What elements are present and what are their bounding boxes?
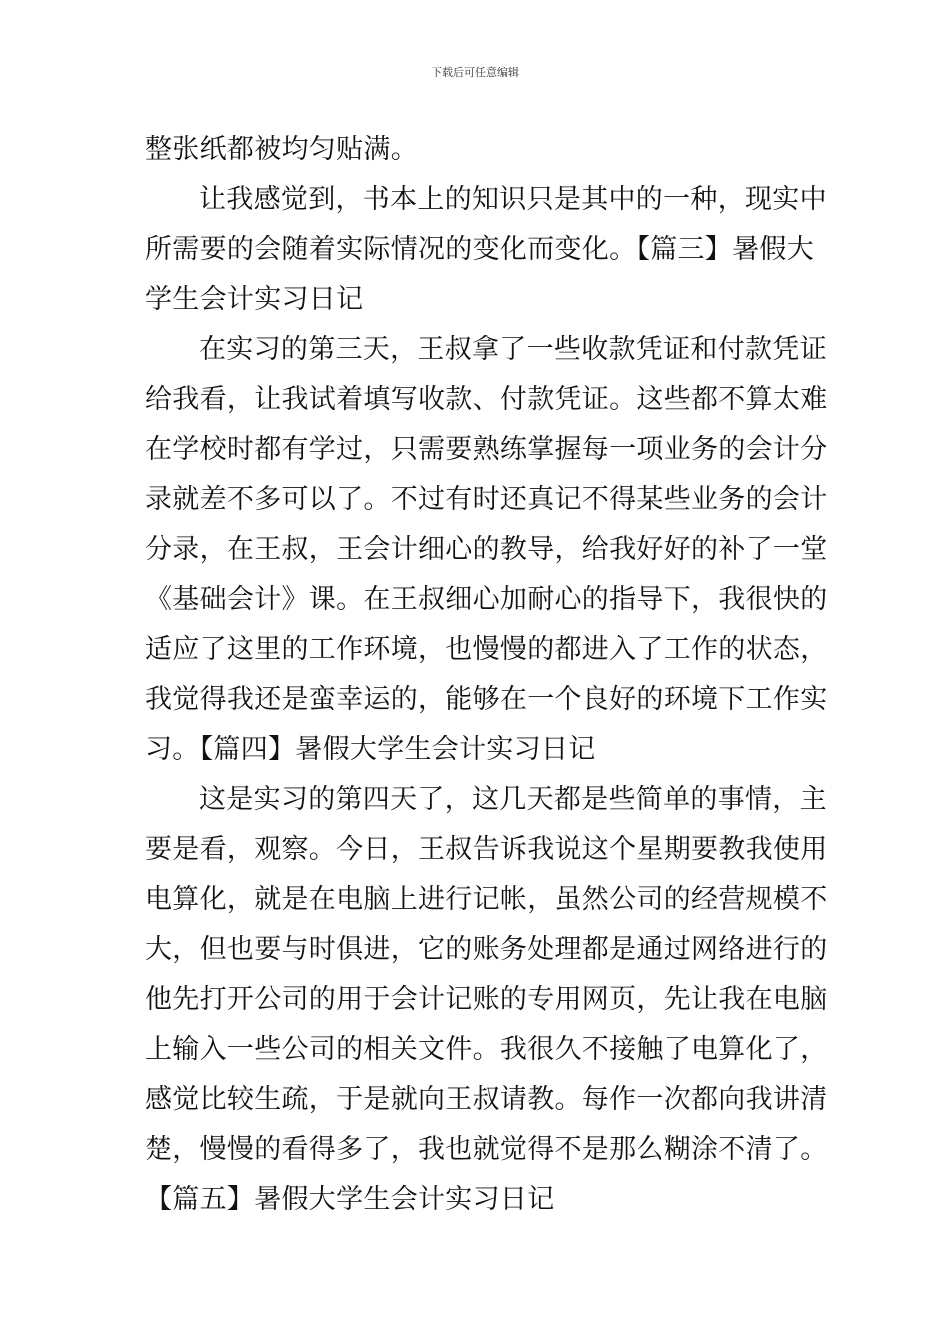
- text-line: 《基础会计》课。在王叔细心加耐心的指导下，我很快的: [145, 584, 828, 615]
- text-line: 我觉得我还是蛮幸运的，能够在一个良好的环境下工作实: [145, 684, 828, 715]
- text-line: 【篇五】暑假大学生会计实习日记: [145, 1184, 555, 1215]
- text-line: 适应了这里的工作环境，也慢慢的都进入了工作的状态，: [145, 634, 828, 665]
- text-line: 大，但也要与时俱进，它的账务处理都是通过网络进行的: [145, 934, 828, 965]
- text-line: 上输入一些公司的相关文件。我很久不接触了电算化了，: [145, 1034, 828, 1065]
- text-line: 感觉比较生疏，于是就向王叔请教。每作一次都向我讲清: [145, 1084, 828, 1115]
- text-line: 给我看，让我试着填写收款、付款凭证。这些都不算太难: [145, 384, 828, 415]
- text-line: 分录，在王叔，王会计细心的教导，给我好好的补了一堂: [145, 534, 828, 565]
- text-line: 在实习的第三天，王叔拿了一些收款凭证和付款凭证: [199, 334, 827, 365]
- page-header-note: 下载后可任意编辑: [431, 66, 519, 79]
- text-line: 让我感觉到，书本上的知识只是其中的一种，现实中: [199, 184, 827, 215]
- text-line: 习。【篇四】暑假大学生会计实习日记: [145, 734, 596, 765]
- text-line: 要是看，观察。今日，王叔告诉我说这个星期要教我使用: [145, 834, 828, 865]
- text-line: 学生会计实习日记: [145, 284, 364, 315]
- text-line: 所需要的会随着实际情况的变化而变化。【篇三】暑假大: [145, 234, 814, 265]
- text-line: 这是实习的第四天了，这几天都是些简单的事情，主: [199, 784, 827, 815]
- text-line: 整张纸都被均匀贴满。: [145, 134, 418, 165]
- text-line: 在学校时都有学过，只需要熟练掌握每一项业务的会计分: [145, 434, 828, 465]
- text-line: 电算化，就是在电脑上进行记帐，虽然公司的经营规模不: [145, 884, 828, 915]
- text-line: 他先打开公司的用于会计记账的专用网页，先让我在电脑: [145, 984, 828, 1015]
- text-line: 楚，慢慢的看得多了，我也就觉得不是那么糊涂不清了。: [145, 1134, 828, 1165]
- text-line: 录就差不多可以了。不过有时还真记不得某些业务的会计: [145, 484, 828, 515]
